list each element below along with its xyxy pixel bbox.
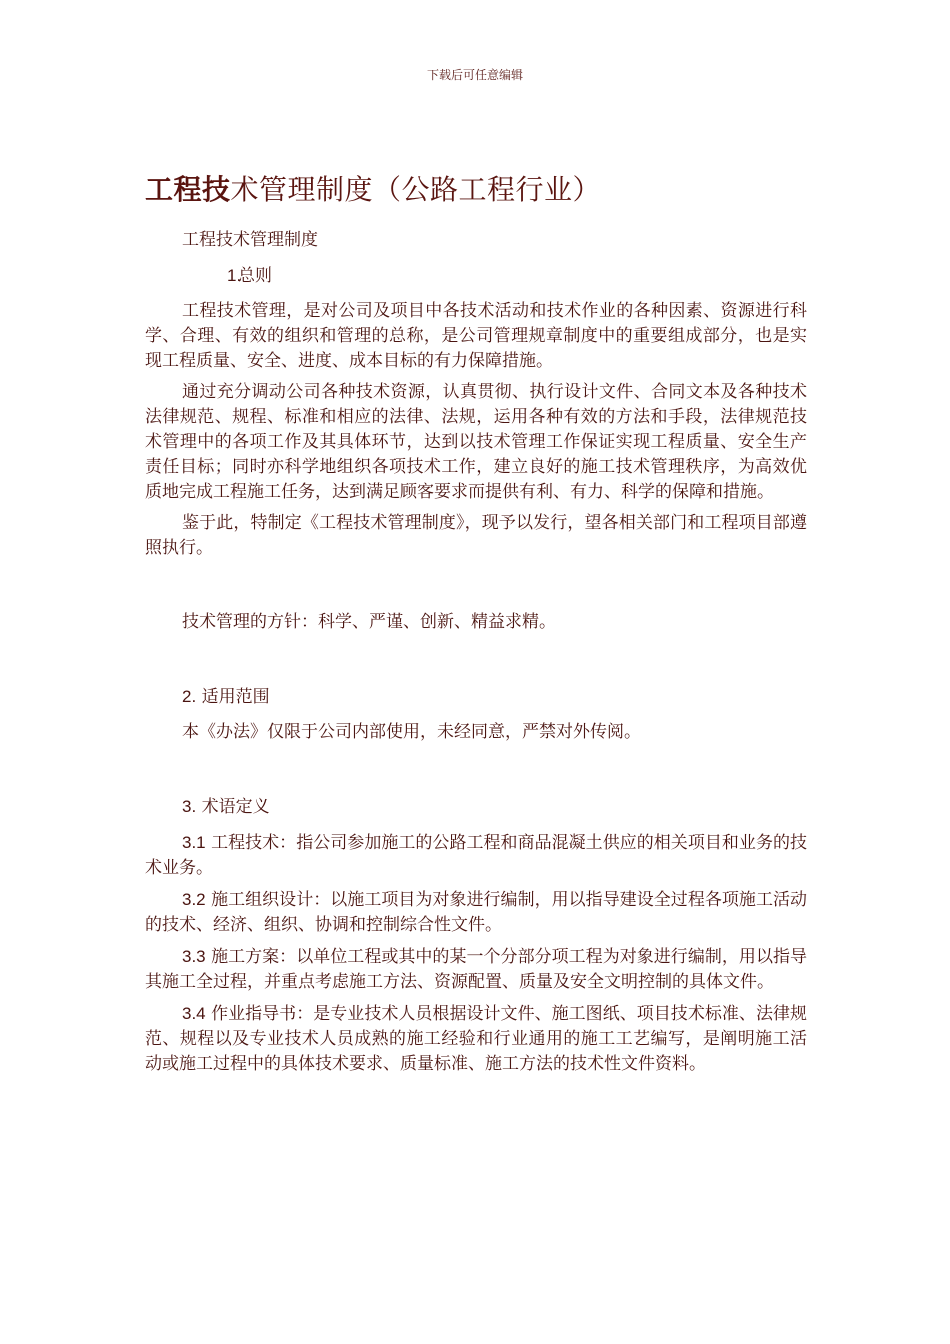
- definition-number: 3.1: [182, 833, 206, 852]
- section-3-number: 3.: [182, 797, 197, 816]
- section-2-text: 本《办法》仅限于公司内部使用，未经同意，严禁对外传阅。: [182, 722, 641, 742]
- page-header: 下载后可任意编辑: [426, 68, 523, 82]
- definition-text: 施工方案：以单位工程或其中的某一个分部分项工程为对象进行编制，用以指导其施工全过程，并重点考虑施工方法、资源配置、质量及安全文明控制的具体文件。: [145, 947, 808, 992]
- definition-number: 3.3: [182, 947, 206, 966]
- title-rest: 术管理制度（公路工程行业）: [230, 173, 602, 206]
- policy-statement: 技术管理的方针：科学、严谨、创新、精益求精。: [182, 612, 556, 632]
- definition-number: 3.4: [182, 1004, 206, 1023]
- definition-3-3: [145, 944, 807, 995]
- document-body: [145, 170, 807, 1077]
- section-1-label: 总则: [238, 266, 272, 286]
- document-title: [145, 170, 807, 210]
- definition-text: 作业指导书：是专业技术人员根据设计文件、施工图纸、项目技术标准、法律规范、规程以及专业技术人员成熟的施工经验和行业通用的施工工艺编写，是阐明施工活动或施工过程中的具体技术要求、质量标准、施工方法的技术性文件资料。: [145, 1004, 808, 1074]
- paragraph-2: 通过充分调动公司各种技术资源，认真贯彻、执行设计文件、合同文本及各种技术法律规范、规程、标准和相应的法律、法规，运用各种有效的方法和手段，法律规范技术管理中的各项工作及其具体环节，达到以技术管理工作保证实现工程质量、安全生产责任目标；同时亦科学地组织各项技术工作，建立良好的施工技术管理秩序，为高效优质地完成工程施工任务，达到满足顾客要求而提供有利、有力、科学的保障和措施。: [145, 382, 807, 502]
- paragraph-3: 鉴于此，特制定《工程技术管理制度》，现予以发行，望各相关部门和工程项目部遵照执行。: [145, 513, 807, 558]
- definition-text: 施工组织设计：以施工项目为对象进行编制，用以指导建设全过程各项施工活动的技术、经济、组织、协调和控制综合性文件。: [145, 890, 808, 935]
- title-bold-part: 工程技: [145, 173, 231, 206]
- section-2-number: 2.: [182, 687, 197, 706]
- section-3-heading: [145, 794, 807, 820]
- definition-text: 工程技术：指公司参加施工的公路工程和商品混凝土供应的相关项目和业务的技术业务。: [145, 833, 808, 878]
- definition-3-4: [145, 1001, 807, 1077]
- definition-3-1: [145, 830, 807, 881]
- section-2-heading: [145, 684, 807, 710]
- section-1-number: 1.: [227, 266, 242, 285]
- section-1-heading: [145, 263, 807, 289]
- section-3-label: 术语定义: [201, 797, 270, 817]
- subtitle: 工程技术管理制度: [182, 230, 318, 250]
- definition-3-2: [145, 887, 807, 938]
- section-2-label: 适用范围: [201, 687, 270, 707]
- paragraph-1: 工程技术管理，是对公司及项目中各技术活动和技术作业的各种因素、资源进行科学、合理、有效的组织和管理的总称，是公司管理规章制度中的重要组成部分，也是实现工程质量、安全、进度、成本目标的有力保障措施。: [145, 301, 807, 371]
- definition-number: 3.2: [182, 890, 206, 909]
